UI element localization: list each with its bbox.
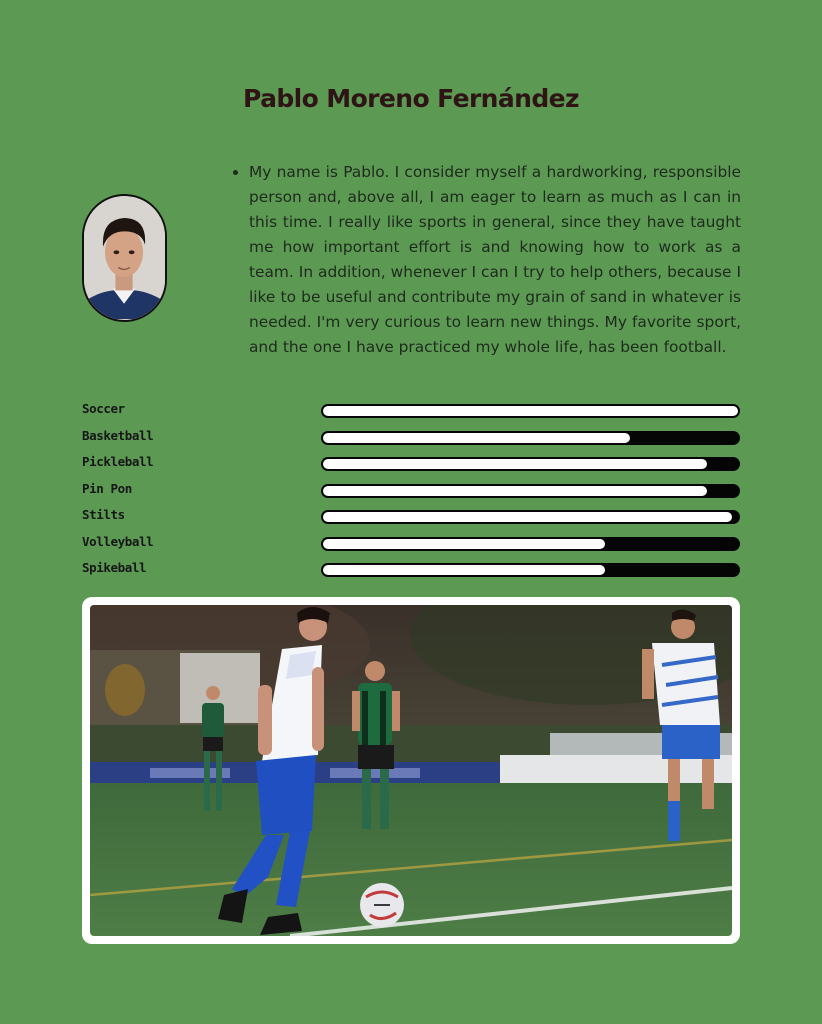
skill-label: Pin Pon (82, 480, 132, 496)
skill-bar (321, 484, 740, 498)
skill-label: Soccer (82, 401, 125, 416)
skill-bar-fill (323, 459, 707, 469)
skill-bar (321, 537, 740, 551)
skill-label: Volleyball (82, 533, 154, 549)
skill-row-basketball (82, 424, 742, 451)
soccer-match-image (90, 605, 732, 936)
skill-label: Basketball (82, 427, 154, 443)
skill-bar-fill (323, 486, 707, 496)
portrait-image (84, 196, 165, 320)
skill-bar-fill (323, 406, 738, 416)
skill-bar-fill (323, 539, 605, 549)
skill-bar (321, 510, 740, 524)
skill-bar (321, 431, 740, 445)
bio-text: • My name is Pablo. I consider myself a hardworking, responsible person and, above all, I am eager to learn as much as I can in this time. I really like sports in general, since they have taught me how important effort is and knowing how to work as a team. In addition, whenever I can I try to help others, because I like to be useful and contribute my grain of sand in whatever is needed. I'm very curious to learn new things. My favorite sport, and the one I have practiced my whole life, has been football. (249, 160, 741, 360)
skill-label: Pickleball (82, 454, 154, 469)
skill-row-spikeball (82, 556, 742, 583)
profile-name: Pablo Moreno Fernández (243, 84, 579, 113)
bio-list (229, 160, 741, 360)
skill-bar (321, 563, 740, 577)
soccer-match-photo (90, 605, 732, 936)
skill-bar (321, 404, 740, 418)
profile-avatar (82, 194, 167, 322)
skill-row-pickleball (82, 450, 742, 477)
skill-row-pin-pon (82, 477, 742, 504)
photo-frame (82, 597, 740, 944)
skill-row-stilts (82, 503, 742, 530)
skill-bar-fill (323, 512, 732, 522)
skill-bar-fill (323, 433, 630, 443)
skills-list (82, 397, 742, 583)
skill-bar (321, 457, 740, 471)
skill-label: Spikeball (82, 560, 147, 575)
skill-row-volleyball (82, 530, 742, 557)
skill-row-soccer (82, 397, 742, 424)
skill-bar-fill (323, 565, 605, 575)
skill-label: Stilts (82, 507, 125, 522)
